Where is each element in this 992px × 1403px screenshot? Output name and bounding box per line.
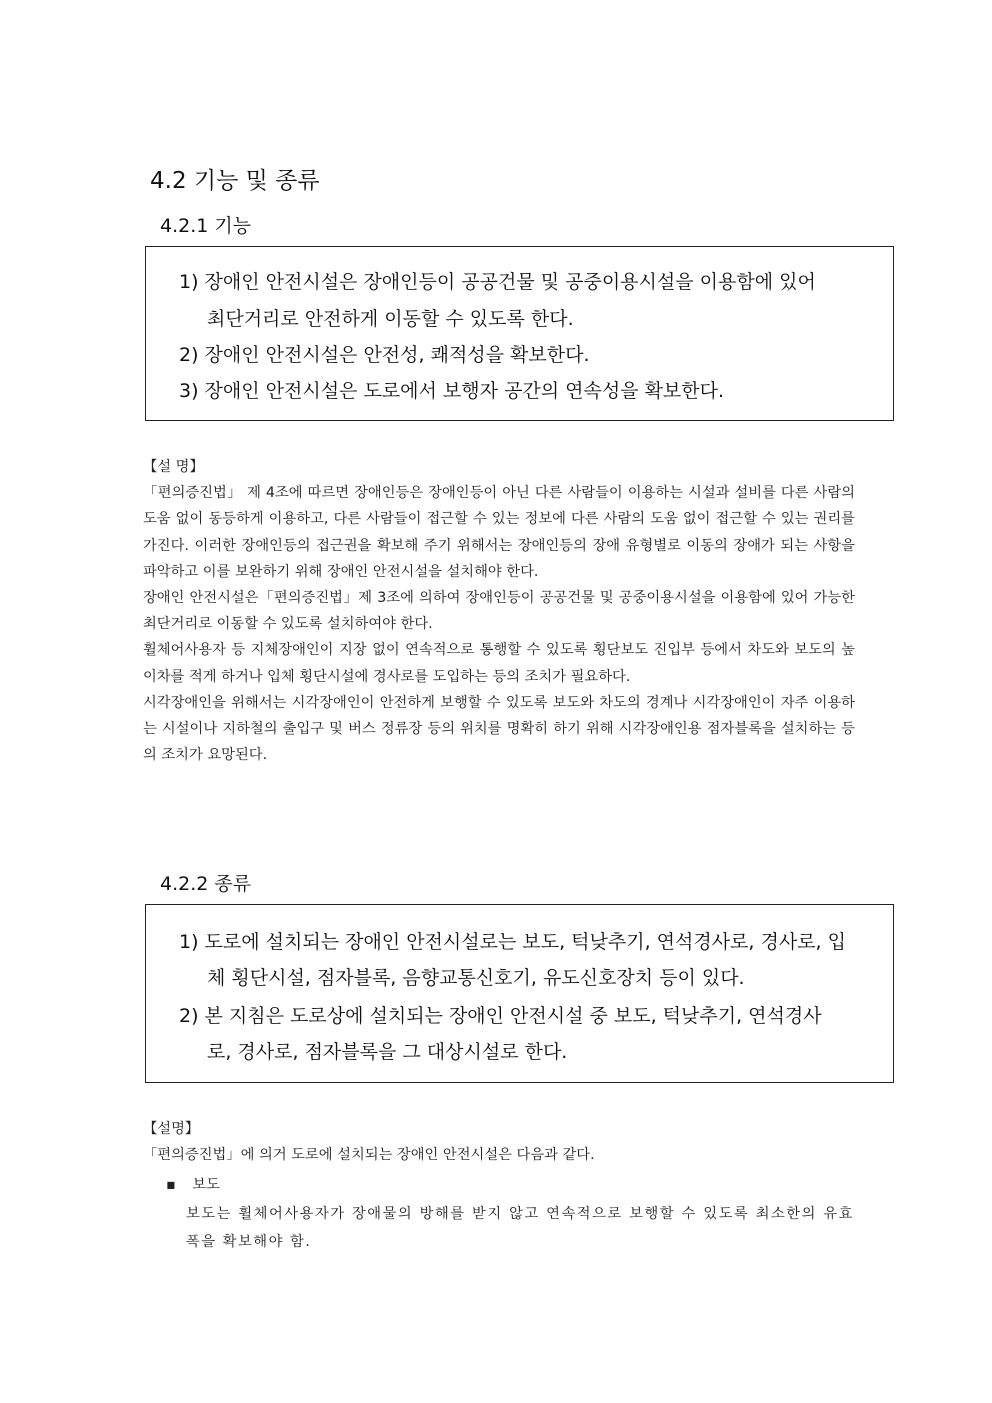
explanation-intro: 「편의증진법」에 의거 도로에 설치되는 장애인 안전시설은 다음과 같다.	[143, 1147, 595, 1164]
function-explanation	[143, 454, 855, 768]
function-item-1-cont: 최단거리로 안전하게 이동할 수 있도록 한다.	[207, 308, 574, 330]
bullet-item	[166, 1174, 220, 1194]
types-item-2-cont: 로, 경사로, 점자블록을 그 대상시설로 한다.	[207, 1041, 568, 1063]
subsection-heading-function: 4.2.1 기능	[160, 215, 252, 237]
types-item-1-cont: 체 횡단시설, 점자블록, 음향교통신호기, 유도신호장치 등이 있다.	[207, 967, 745, 989]
function-item-1: 1) 장애인 안전시설은 장애인등이 공공건물 및 공중이용시설을 이용함에 있어	[179, 271, 816, 293]
bullet-marker-icon: ▪	[166, 1177, 176, 1193]
function-box	[145, 246, 894, 421]
subsection-heading-types: 4.2.2 종류	[160, 873, 252, 895]
section-title: 4.2 기능 및 종류	[150, 168, 320, 194]
explanation-paragraph: 시각장애인을 위해서는 시각장애인이 안전하게 보행할 수 있도록 보도와 차도의 경계나 시각장애인이 자주 이용하는 시설이나 지하철의 출입구 및 버스 정류장 등의 위치를 명확히 하기 위해 시각장애인용 점자블록을 설치하는 등의 조치가 요망된다.	[143, 694, 855, 764]
types-explanation	[143, 1116, 855, 1168]
explanation-label: 【설 명】	[143, 459, 204, 475]
bullet-title: 보도	[192, 1177, 220, 1193]
explanation-paragraph: 장애인 안전시설은「편의증진법」제 3조에 의하여 장애인등이 공공건물 및 공중이용시설을 이용함에 있어 가능한 최단거리로 이동할 수 있도록 설치하여야 한다.	[143, 590, 855, 633]
bullet-description: 보도는 휠체어사용자가 장애물의 방해를 받지 않고 연속적으로 보행할 수 있도록 최소한의 유효폭을 확보해야 함.	[186, 1206, 854, 1250]
types-item-2: 2) 본 지침은 도로상에 설치되는 장애인 안전시설 중 보도, 턱낮추기, 연석경사	[179, 1005, 822, 1027]
explanation-paragraph: 휠체어사용자 등 지체장애인이 지장 없이 연속적으로 통행할 수 있도록 횡단보도 진입부 등에서 차도와 보도의 높이차를 적게 하거나 입체 횡단시설에 경사로를 도입하는 등의 조치가 필요하다.	[143, 642, 855, 685]
explanation-paragraph: 「편의증진법」 제 4조에 따르면 장애인등은 장애인등이 아닌 다른 사람들이 이용하는 시설과 설비를 다른 사람의 도움 없이 동등하게 이용하고, 다른 사람들이 접근할 수 있는 정보에 다른 사람의 도움 없이 접근할 수 있는 권리를 가진다. 이러한 장애인등의 접근권을 확보해 주기 위해서는 장애인등의 장애 유형별로 이동의 장애가 되는 사항을 파악하고 이를 보완하기 위해 장애인 안전시설을 설치해야 한다.	[143, 485, 855, 580]
explanation-label: 【설명】	[143, 1121, 200, 1137]
function-item-3: 3) 장애인 안전시설은 도로에서 보행자 공간의 연속성을 확보한다.	[179, 380, 725, 402]
types-box	[145, 904, 894, 1083]
function-item-2: 2) 장애인 안전시설은 안전성, 쾌적성을 확보한다.	[179, 344, 590, 366]
types-item-1: 1) 도로에 설치되는 장애인 안전시설로는 보도, 턱낮추기, 연석경사로, 경사로, 입	[179, 931, 846, 953]
